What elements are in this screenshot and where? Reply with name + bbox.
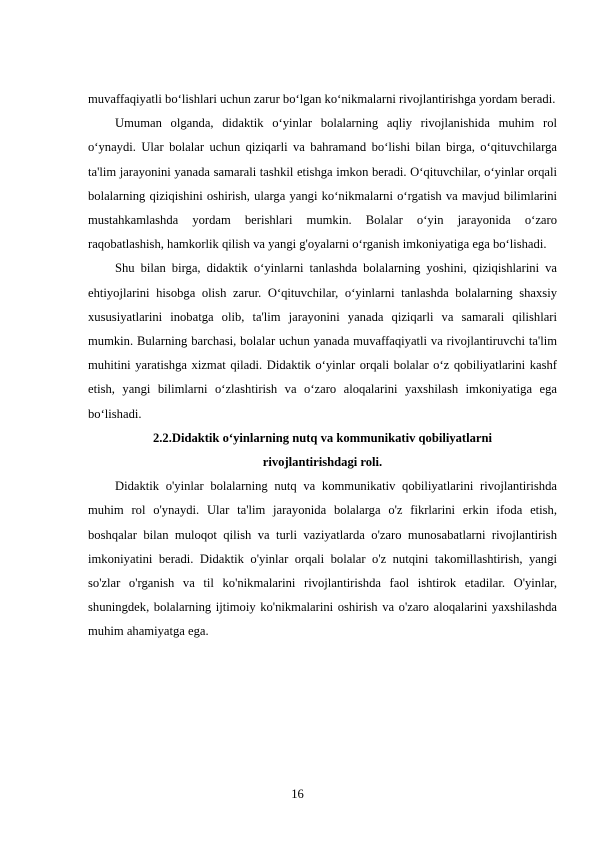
page-number: 16 [291, 787, 304, 801]
paragraph-game-selection: Shu bilan birga, didaktik o‘yinlarni tanlashda bolalarning yoshini, qiziqishlarini va ehtiyojlarini hisobga olish zarur. O‘qituvchilar, o‘yinlarni tanlashda bolalarning shaxsiy xususiyatlarini inobatga olib, ta'lim jarayonini yanada qiziqarli va samarali qilishlari mumkin. Bularning barchasi, bolalar uchun yanada muvaffaqiyatli va rivojlantiruvchi ta'lim muhitini yaratishga xizmat qiladi. Didaktik o‘yinlar orqali bolalar o‘z qobiliyatlarini kashf etish, yangi bilimlarni o‘zlashtirish va o‘zaro aloqalarini yaxshilash imkoniyatiga ega bo‘lishadi. [88, 261, 557, 421]
paragraph-didactic-games-summary: Umuman olganda, didaktik o‘yinlar bolalarning aqliy rivojlanishida muhim rol o‘ynaydi. Ular bolalar uchun qiziqarli va bahramand bo‘lishi bilan birga, o‘qituvchilarga ta'lim jarayonini yanada samarali tashkil etishga imkon beradi. O‘qituvchilar, o‘yinlar orqali bolalarning qiziqishini oshirish, ularga yangi ko‘nikmalarni o‘rgatish va mavjud bilimlarini mustahkamlashda yordam berishlari mumkin. Bolalar o‘yin jarayonida o‘zaro raqobatlashish, hamkorlik qilish va yangi g'oyalarni o‘rganish imkoniyatiga ega bo‘lishadi. [88, 116, 557, 252]
paragraph-speech-communication: Didaktik o'yinlar bolalarning nutq va kommunikativ qobiliyatlarini rivojlantirishda muhim rol o'ynaydi. Ular ta'lim jarayonida bolalarga o'z fikrlarini erkin ifoda etish, boshqalar bilan muloqot qilish va turli vaziyatlarda o'zaro munosabatlarni rivojlantirish imkoniyatini beradi. Didaktik o'yinlar orqali bolalar o'z nutqini takomillashtirish, yangi so'zlar o'rganish va til ko'nikmalarini rivojlantirishda faol ishtirok etadilar. O'yinlar, shuningdek, bolalarning ijtimoiy ko'nikmalarini oshirish va o'zaro aloqalarini yaxshilashda muhim ahamiyatga ega. [88, 479, 557, 639]
paragraph-continuation: muvaffaqiyatli bo‘lishlari uchun zarur bo‘lgan ko‘nikmalarni rivojlantirishga yordam beradi. [88, 92, 556, 106]
section-heading: 2.2.Didaktik o‘yinlarning nutq va kommunikativ qobiliyatlarni rivojlantirishdagi roli. [152, 430, 493, 470]
document-body [88, 87, 557, 644]
